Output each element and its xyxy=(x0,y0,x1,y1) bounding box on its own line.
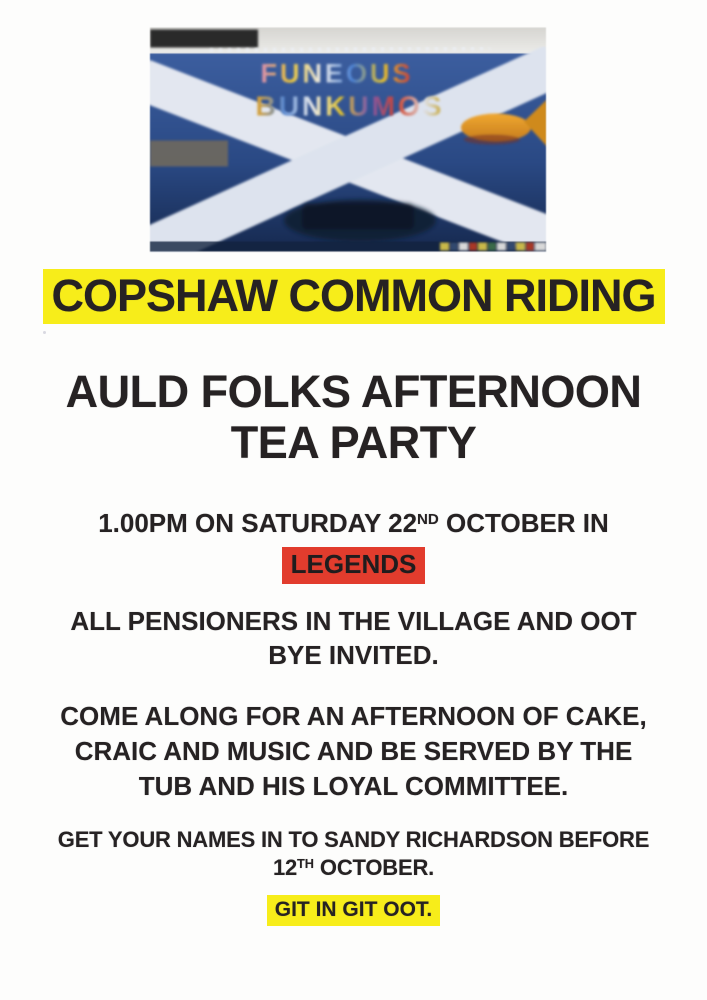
invite-line2: BYE INVITED. xyxy=(268,640,439,670)
title-text: COPSHAW COMMON RIDING xyxy=(51,270,656,321)
when-text-pre: 1.00PM ON SATURDAY 22 xyxy=(98,508,418,538)
dark-shelf-bar xyxy=(150,30,258,48)
flag-photo xyxy=(150,27,546,252)
confetti-strip xyxy=(440,243,546,251)
when-superscript: ND xyxy=(417,510,439,528)
heading-line1: AULD FOLKS AFTERNOON xyxy=(65,366,642,417)
venue-line xyxy=(0,547,707,584)
gray-patch xyxy=(150,141,228,167)
venue-text: LEGENDS xyxy=(290,549,417,579)
details-paragraph xyxy=(0,699,707,804)
magnet-letters-line1: FUNEOUS xyxy=(260,58,414,89)
rsvp-date-post: OCTOBER. xyxy=(314,855,435,880)
venue-highlight xyxy=(282,547,426,584)
rsvp-superscript: TH xyxy=(297,855,315,871)
title-highlight xyxy=(43,269,665,324)
details-line2: CRAIC AND MUSIC AND BE SERVED BY THE xyxy=(74,736,633,766)
rsvp-line2 xyxy=(0,854,707,885)
invite-line1: ALL PENSIONERS IN THE VILLAGE AND OOT xyxy=(70,606,637,636)
when-text-post: OCTOBER IN xyxy=(438,508,609,538)
details-line1: COME ALONG FOR AN AFTERNOON OF CAKE, xyxy=(60,701,647,731)
footer-row xyxy=(0,895,707,926)
footer-text: GIT IN GIT OOT. xyxy=(274,898,433,921)
goldfish-shadow xyxy=(464,135,520,145)
when-line xyxy=(0,507,707,544)
heading-line2: TEA PARTY xyxy=(230,417,477,468)
dark-object xyxy=(284,200,436,242)
footer-highlight xyxy=(267,895,441,926)
details-line3: TUB AND HIS LOYAL COMMITTEE. xyxy=(138,771,569,801)
invite-paragraph xyxy=(0,604,707,672)
title-row xyxy=(0,269,707,324)
main-heading xyxy=(0,366,707,468)
rsvp-line1: GET YOUR NAMES IN TO SANDY RICHARDSON BEFORE xyxy=(57,827,650,852)
event-when xyxy=(0,507,707,584)
rsvp-date-num: 12 xyxy=(272,855,298,880)
magnet-letters-line2: BUNKUMOS xyxy=(255,90,445,122)
rsvp-paragraph xyxy=(0,826,707,885)
scan-artifact-dot xyxy=(43,331,46,334)
flag-photo-svg xyxy=(150,27,546,252)
